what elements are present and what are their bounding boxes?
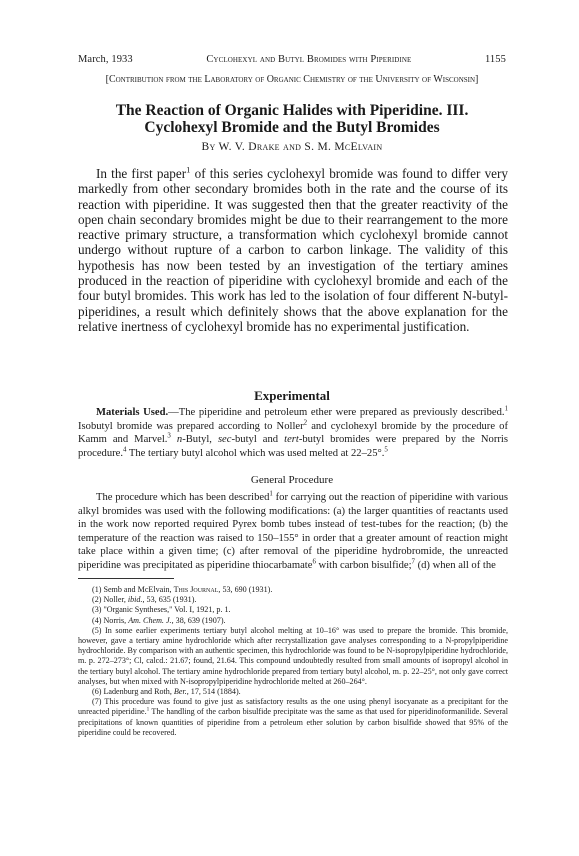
procedure-text: for carrying out the reaction of piperidine with various alkyl bromides was used with the following modifications: (a) the larger quantities of reactants used in the work now reported required Pyrex bomb tubes instead of test-tubes for the reaction; (b) the temperature of the reaction was raised to 150–155° in order that a greater amount of reaction might take place within a given time; (c) after removal of the piperidine hydrobromide, the unreacted piperidine was precipitated as piperidine thiocarbamate: [78, 492, 508, 571]
materials-italic: sec: [217, 434, 232, 446]
footnote-text: , 38, 639 (1907).: [171, 615, 226, 625]
materials-text: -butyl and: [231, 434, 285, 446]
footnotes: [78, 585, 508, 738]
footnote-italic: Ber.: [173, 687, 187, 697]
intro-text-2: of this series cyclohexyl bromide was found to differ very markedly from other secondary bromides both in the rate and the course of its reaction with piperidine. It was suggested then that the greater reactivity of the open chain secondary bromides might be due to their rearrangement to the more reactive primary structure, a transformation which cyclohexyl bromide cannot undergo without rupture of a carbon to carbon linkage. The validity of this hypothesis has now been tested by an investigation of the tertiary amines produced in the reaction of piperidine with cyclohexyl bromide and each of the four butyl bromides. This work has led to the isolation of four different N-butyl-piperidines, a result which definitely shows that the above explanation for the relative inertness of cyclohexyl bromide has no experimental justification.: [78, 166, 509, 334]
footnote-ref: 5: [384, 446, 388, 454]
materials-text: -Butyl,: [182, 434, 218, 446]
materials-text: Isobutyl bromide was prepared according to Noller: [78, 420, 304, 432]
footnote-text: , 53, 690 (1931).: [218, 585, 273, 594]
materials-label: Materials Used.: [96, 407, 169, 418]
footnote-ref: 1: [269, 490, 273, 498]
contribution-note: [Contribution from the Laboratory of Organic Chemistry of the University of Wisconsin]: [105, 74, 479, 85]
footnote-text: (4) Norris,: [92, 615, 129, 625]
article-title-line-2: Cyclohexyl Bromide and the Butyl Bromides: [144, 119, 440, 136]
footnote-ref: 1: [186, 164, 191, 175]
journal-name: This Journal: [173, 585, 219, 594]
footnote-4: [78, 616, 508, 626]
footnote-1: [78, 585, 508, 595]
footnote-ref: 1: [146, 706, 150, 713]
footnote-italic: ibid.: [127, 595, 143, 605]
materials-text: and cyclohexyl bromide by the procedure of Kamm and Marvel.: [78, 420, 509, 446]
materials-italic: tert: [284, 434, 299, 446]
footnote-5: (5) In some earlier experiments tertiary butyl alcohol melting at 10–16° was used to prepare the bromide. This bromide, however, gave a tertiary amine hydrochloride which after recrystallization gave analyses corresponding to a N-propylpiperidine hydrochloride. By comparison with an authentic specimen, this hydrochloride was found to be N-isopropylpiperidine hydrochloride, m. p. 272–273°; Cl, calcd.: 21.67; found, 21.64. This compound undoubtedly resulted from small amounts of isopropyl alcohol in the tertiary butyl alcohol. The tertiary amine hydrochloride prepared from tertiary butyl alcohol, m. p. 22–25°, not only gave correct analyses, but when mixed with N-isopropylpiperidine hydrochloride melted at 260–264°.: [78, 625, 508, 686]
footnote-6: [78, 687, 508, 697]
intro-text-1: In the first paper: [96, 166, 187, 181]
footnote-ref: 6: [312, 558, 316, 566]
materials-paragraph: [78, 406, 508, 460]
procedure-text: The procedure which has been described: [96, 492, 270, 503]
footnote-ref: 3: [167, 432, 171, 440]
materials-italic: n: [176, 434, 183, 446]
footnote-text: , 53, 635 (1931).: [142, 595, 197, 605]
procedure-paragraph: [78, 491, 508, 573]
header-page-number: 1155: [484, 54, 506, 65]
footnote-italic: Am. Chem. J.: [128, 615, 172, 625]
header-running-title: Cyclohexyl and Butyl Bromides with Piperidine: [206, 54, 412, 65]
footnote-2: [78, 595, 508, 605]
footnote-ref: 4: [123, 446, 127, 454]
footnote-ref: 1: [504, 405, 509, 413]
section-heading-general-procedure: General Procedure: [250, 474, 334, 486]
footnote-7: [78, 697, 508, 738]
procedure-text: with carbon bisulfide;: [315, 559, 412, 571]
materials-text: -butyl bromides were prepared by the Norris procedure.: [78, 434, 508, 459]
materials-text: The tertiary butyl alcohol which was used melted at 22–25°.: [126, 447, 385, 459]
intro-paragraph: [78, 166, 508, 334]
article-title: [70, 102, 514, 136]
footnote-text: (2) Noller,: [92, 595, 128, 605]
footnote-divider: [78, 578, 174, 579]
footnote-3: (3) "Organic Syntheses," Vol. I, 1921, p. 1.: [92, 605, 231, 615]
author-line: By W. V. Drake and S. M. McElvain: [201, 141, 383, 153]
footnote-text: (7) This procedure was found to give just as satisfactory results as the one using phenyl isocyanate as a precipitant for the unreacted piperidine.: [78, 697, 508, 717]
footnote-ref: 7: [411, 558, 415, 566]
footnote-text: The handling of the carbon bisulfide precipitate was the same as that used for piperidinoformanilide. Several precipitations of known quantities of piperidine from a petroleum ether solution by carbon bisulfide showed that 95% of the piperidine could be recovered.: [78, 707, 508, 737]
running-header: [78, 54, 506, 65]
materials-text: —The piperidine and petroleum ether were prepared as previously described.: [168, 407, 505, 418]
article-title-line-1: The Reaction of Organic Halides with Piperidine. III.: [115, 102, 469, 119]
footnote-text: (1) Semb and McElvain,: [92, 585, 174, 594]
footnote-text: , 17, 514 (1884).: [186, 687, 241, 697]
section-heading-experimental: Experimental: [254, 388, 330, 403]
procedure-text: (d) when all of the: [414, 559, 496, 571]
footnote-ref: 2: [303, 419, 308, 427]
header-date: March, 1933: [78, 54, 133, 65]
footnote-text: (6) Ladenburg and Roth,: [92, 687, 174, 697]
